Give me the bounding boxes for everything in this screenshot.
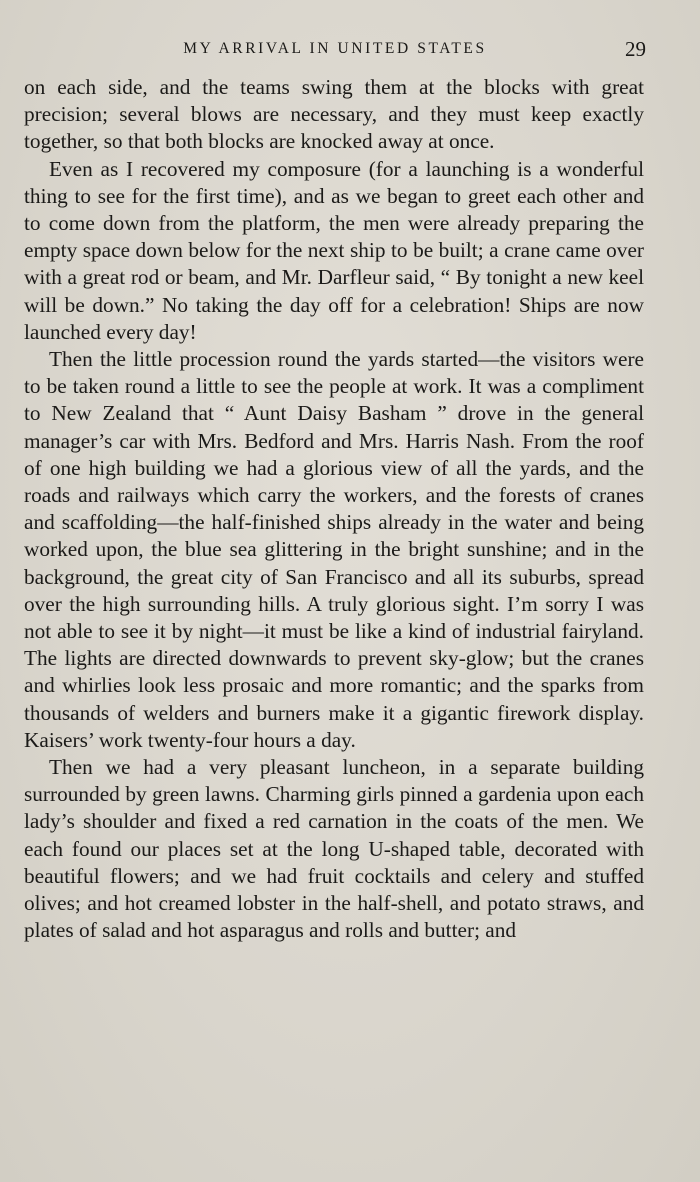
running-title: MY ARRIVAL IN UNITED STATES <box>183 40 487 57</box>
paragraph-continued: on each side, and the teams swing them at the blocks with great precision; several blows are necessary, and they must keep exactly together, so that both blocks are knocked away at once. <box>24 75 644 154</box>
paragraph-luncheon: Then we had a very pleasant luncheon, in a separate building surrounded by green lawns. Charming girls pinned a gardenia upon each lady’s shoulder and fixed a red carnation in the coats of the men. We each found our places set at the long U-shaped table, decorated with beautiful flowers; and we had fruit cocktails and celery and stuffed olives; and hot creamed lobster in the half-shell, and potato straws, and plates of salad and hot asparagus and rolls and butter; and <box>24 755 644 943</box>
paragraph-procession: Then the little procession round the yards started—the visitors were to be taken round a little to see the people at work. It was a compliment to New Zealand that “ Aunt Daisy Basham ” drove in the general manager’s car with Mrs. Bedford and Mrs. Harris Nash. From the roof of one high building we had a glorious view of all the yards, and the roads and railways which carry the workers, and the forests of cranes and scaffolding—the half-finished ships already in the water and being worked upon, the blue sea glittering in the bright sunshine; and in the background, the great city of San Francisco and all its suburbs, spread over the high surrounding hills. A truly glorious sight. I’m sorry I was not able to see it by night—it must be like a kind of industrial fairyland. The lights are directed downwards to prevent sky-glow; but the cranes and whirlies look less prosaic and more romantic; and the sparks from thousands of welders and burners make it a gigantic firework display. Kaisers’ work twenty-four hours a day. <box>24 347 644 752</box>
page-number: 29 <box>625 37 646 61</box>
body-text <box>24 74 644 945</box>
running-head <box>24 36 646 62</box>
paragraph-launching: Even as I recovered my composure (for a launching is a wonderful thing to see for the first time), and as we began to greet each other and to come down from the platform, the men were already preparing the empty space down below for the next ship to be built; a crane came over with a great rod or beam, and Mr. Darfleur said, “ By tonight a new keel will be down.” No taking the day off for a celebration! Ships are now launched every day! <box>24 156 644 344</box>
